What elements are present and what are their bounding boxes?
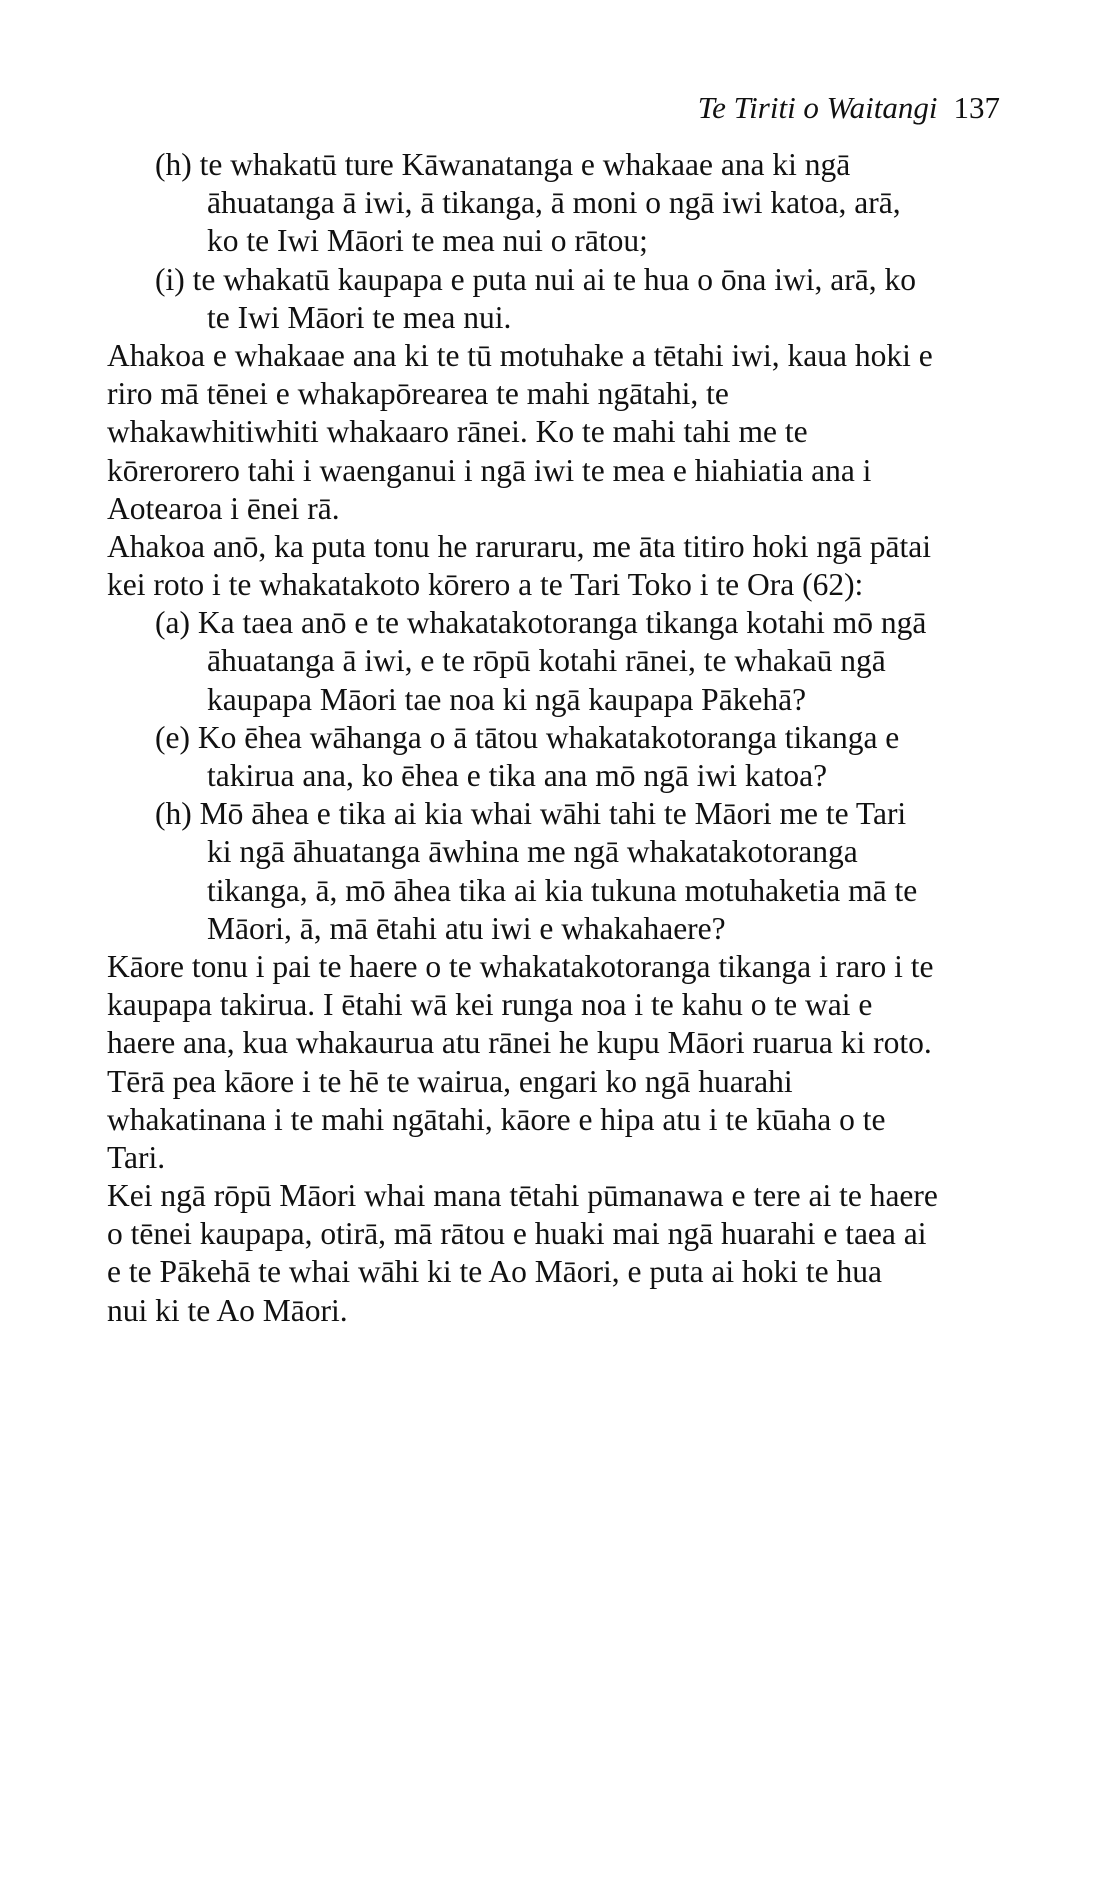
list-item-continuation-line: tikanga, ā, mō āhea tika ai kia tukuna motuhaketia mā te — [207, 872, 918, 908]
book-page — [107, 0, 1000, 1880]
list-item-line: (h) Mō āhea e tika ai kia whai wāhi tahi te Māori me te Tari — [155, 796, 907, 832]
paragraph-line: o tēnei kaupapa, otirā, mā rātou e huaki mai ngā huarahi e taea ai — [107, 1216, 927, 1252]
paragraph-line: haere ana, kua whakaurua atu rānei he kupu Māori ruarua ki roto. — [107, 1025, 932, 1061]
paragraph-line: kōrerorero tahi i waenganui i ngā iwi te mea e hiahiatia ana i — [107, 452, 872, 488]
list-item-line: (h) te whakatū ture Kāwanatanga e whakaae ana ki ngā — [155, 147, 851, 182]
paragraph-line: Tērā pea kāore i te hē te wairua, engari ko ngā huarahi — [107, 1063, 793, 1099]
list-item-line: (e) Ko ēhea wāhanga o ā tātou whakatakotoranga tikanga e — [155, 719, 900, 755]
paragraph-line: Aotearoa i ēnei rā. — [107, 490, 340, 526]
list-item-continuation-line: ki ngā āhuatanga āwhina me ngā whakatakotoranga — [207, 834, 858, 870]
list-item-continuation-line: ko te Iwi Māori te mea nui o rātou; — [207, 223, 648, 259]
paragraph-line: Kei ngā rōpū Māori whai mana tētahi pūmanawa e tere ai te haere — [107, 1178, 938, 1214]
running-title: Te Tiriti o Waitangi — [697, 90, 938, 125]
paragraph-line: Ahakoa e whakaae ana ki te tū motuhake a tētahi iwi, kaua hoki e — [107, 337, 933, 373]
paragraph-line: kaupapa takirua. I ētahi wā kei runga noa i te kahu o te wai e — [107, 987, 873, 1023]
list-item-continuation-line: kaupapa Māori tae noa ki ngā kaupapa Pākehā? — [207, 681, 807, 717]
list-item-continuation-line: te Iwi Māori te mea nui. — [207, 299, 512, 335]
paragraph-line: kei roto i te whakatakoto kōrero a te Tari Toko i te Ora (62): — [107, 567, 864, 603]
paragraph-line: whakatinana i te mahi ngātahi, kāore e hipa atu i te kūaha o te — [107, 1101, 886, 1137]
paragraph-line: Ahakoa anō, ka puta tonu he raruraru, me āta titiro hoki ngā pātai — [107, 528, 931, 564]
paragraph-line: nui ki te Ao Māori. — [107, 1292, 348, 1328]
paragraph-line: riro mā tēnei e whakapōrearea te mahi ngātahi, te — [107, 376, 729, 412]
list-item-continuation-line: āhuatanga ā iwi, e te rōpū kotahi rānei, te whakaū ngā — [207, 643, 886, 679]
paragraph-line: whakawhitiwhiti whakaaro rānei. Ko te mahi tahi me te — [107, 414, 808, 450]
list-item-continuation-line: Māori, ā, mā ētahi atu iwi e whakahaere? — [207, 910, 726, 946]
list-item-line: (i) te whakatū kaupapa e puta nui ai te hua o ōna iwi, arā, ko — [155, 261, 916, 297]
list-item-line: (a) Ka taea anō e te whakatakotoranga tikanga kotahi mō ngā — [155, 605, 927, 641]
list-item-continuation-line: āhuatanga ā iwi, ā tikanga, ā moni o ngā iwi katoa, arā, — [207, 185, 901, 221]
body-text — [107, 146, 1000, 1330]
paragraph-line: e te Pākehā te whai wāhi ki te Ao Māori, e puta ai hoki te hua — [107, 1254, 883, 1290]
running-head — [698, 88, 1000, 128]
paragraph-line: Kāore tonu i pai te haere o te whakatakotoranga tikanga i raro i te — [107, 948, 934, 984]
list-item-continuation-line: takirua ana, ko ēhea e tika ana mō ngā iwi katoa? — [207, 758, 828, 793]
page-number: 137 — [953, 90, 1000, 125]
paragraph-line: Tari. — [107, 1139, 166, 1175]
